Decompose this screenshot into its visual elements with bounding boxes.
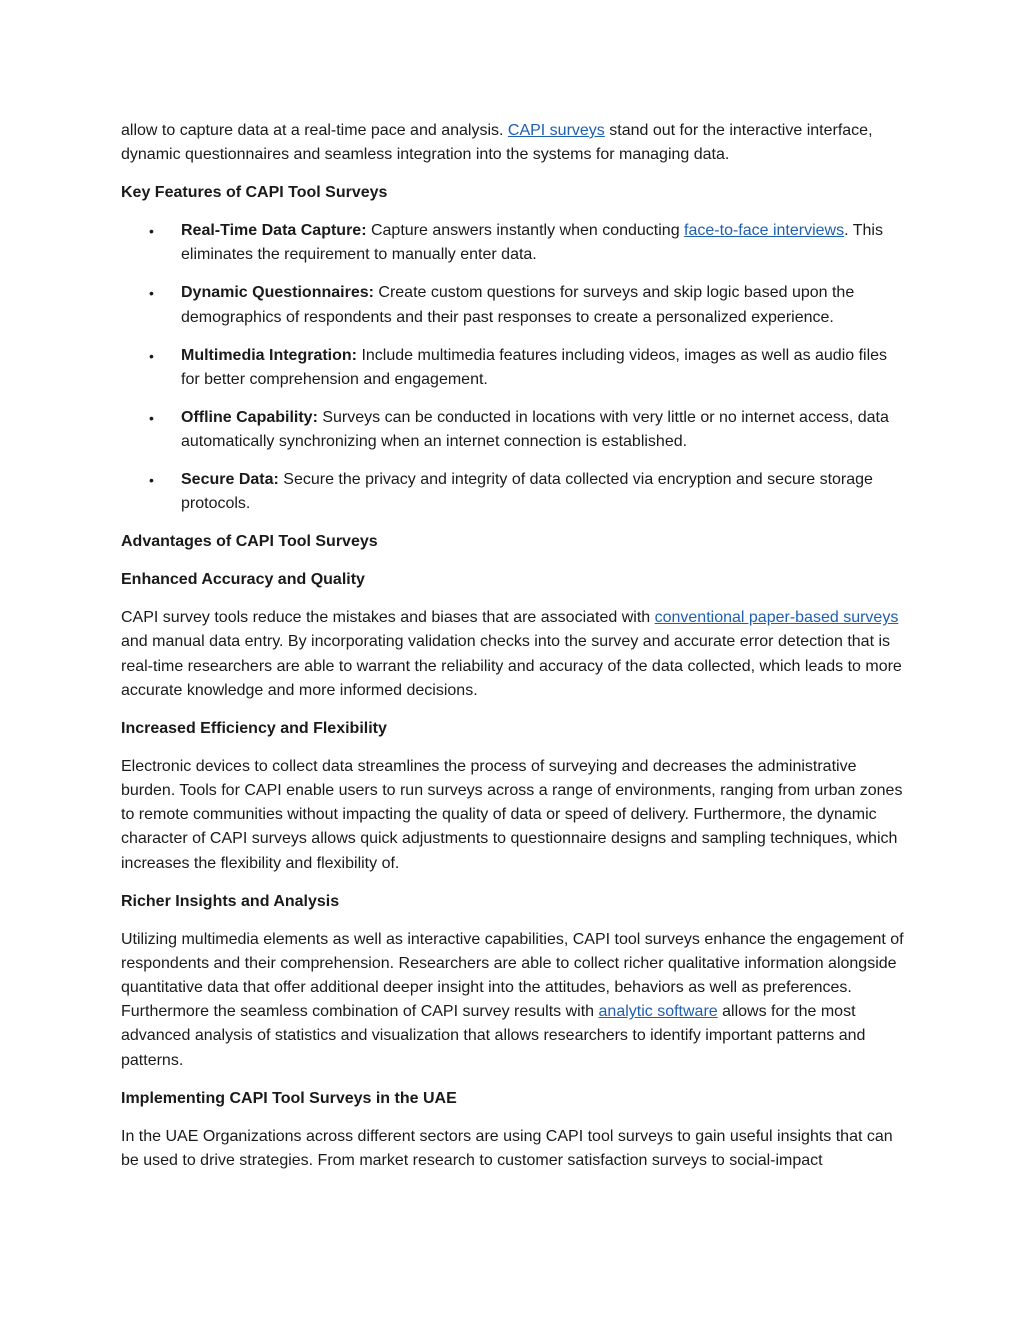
insights-heading: Richer Insights and Analysis <box>121 892 340 910</box>
uae-paragraph: In the UAE Organizations across different sectors are using CAPI tool surveys to gain useful insights that can be used to drive strategies. From market research to customer satisfaction surveys to social-impact <box>121 1127 893 1169</box>
feature-title: Secure Data: <box>181 471 279 489</box>
uae-heading: Implementing CAPI Tool Surveys in the UAE <box>121 1089 457 1107</box>
accuracy-heading: Enhanced Accuracy and Quality <box>121 571 365 589</box>
advantages-heading: Advantages of CAPI Tool Surveys <box>121 533 378 551</box>
key-features-list <box>121 219 906 516</box>
face-to-face-interviews-link[interactable]: face-to-face interviews <box>684 222 845 240</box>
insights-paragraph: Utilizing multimedia elements as well as interactive capabilities, CAPI tool surveys enhance the engagement of respondents and their comprehension. Researchers are able to collect richer qualitative information alongside quantitative data that offer additional deeper insight into the attitudes, behaviors as well as preferences. Furthermore the seamless combination of CAPI survey results with analytic software allows for the most advanced analysis of statistics and visualization that allows researchers to identify important patterns and patterns. <box>121 930 904 1069</box>
accuracy-paragraph: CAPI survey tools reduce the mistakes and biases that are associated with conventional paper-based surveys and manual data entry. By incorporating validation checks into the survey and accurate error detection that is real-time researchers are able to warrant the reliability and accuracy of the data collected, which leads to more accurate knowledge and more informed decisions. <box>121 609 902 699</box>
bullet-icon: • <box>149 472 154 489</box>
bullet-icon: • <box>149 223 154 240</box>
intro-paragraph: allow to capture data at a real-time pace and analysis. CAPI surveys stand out for the interactive interface, dynamic questionnaires and seamless integration into the systems for managing data. <box>121 122 873 164</box>
feature-title: Dynamic Questionnaires: <box>181 284 374 302</box>
feature-title: Real-Time Data Capture: <box>181 222 367 240</box>
list-item: • Secure Data: Secure the privacy and integrity of data collected via encryption and secure storage protocols. <box>121 468 906 516</box>
key-features-heading: Key Features of CAPI Tool Surveys <box>121 184 388 202</box>
bullet-icon: • <box>149 285 154 302</box>
paper-based-surveys-link[interactable]: conventional paper-based surveys <box>654 609 899 627</box>
list-item: • Offline Capability: Surveys can be conducted in locations with very little or no internet access, data automatically synchronizing when an internet connection is established. <box>121 406 906 454</box>
efficiency-heading: Increased Efficiency and Flexibility <box>121 719 387 737</box>
bullet-icon: • <box>149 347 154 364</box>
capi-surveys-link[interactable]: CAPI surveys <box>507 122 605 139</box>
efficiency-paragraph: Electronic devices to collect data streamlines the process of surveying and decreases the administrative burden. Tools for CAPI enable users to run surveys across a range of environments, ranging from urban zones to remote communities without impacting the quality of data or speed of delivery. Furthermore, the dynamic character of CAPI surveys allows quick adjustments to questionnaire designs and sampling techniques, which increases the flexibility and flexibility of. <box>121 757 903 872</box>
bullet-icon: • <box>149 409 154 426</box>
feature-title: Offline Capability: <box>181 408 318 426</box>
feature-title: Multimedia Integration: <box>181 346 357 364</box>
list-item: • Multimedia Integration: Include multimedia features including videos, images as well as audio files for better comprehension and engagement. <box>121 344 906 392</box>
analytic-software-link[interactable]: analytic software <box>598 1003 718 1021</box>
list-item: • Dynamic Questionnaires: Create custom questions for surveys and skip logic based upon the demographics of respondents and their past responses to create a personalized experience. <box>121 281 906 329</box>
list-item: • Real-Time Data Capture: Capture answers instantly when conducting face-to-face interviews. This eliminates the requirement to manually enter data. <box>121 219 906 267</box>
